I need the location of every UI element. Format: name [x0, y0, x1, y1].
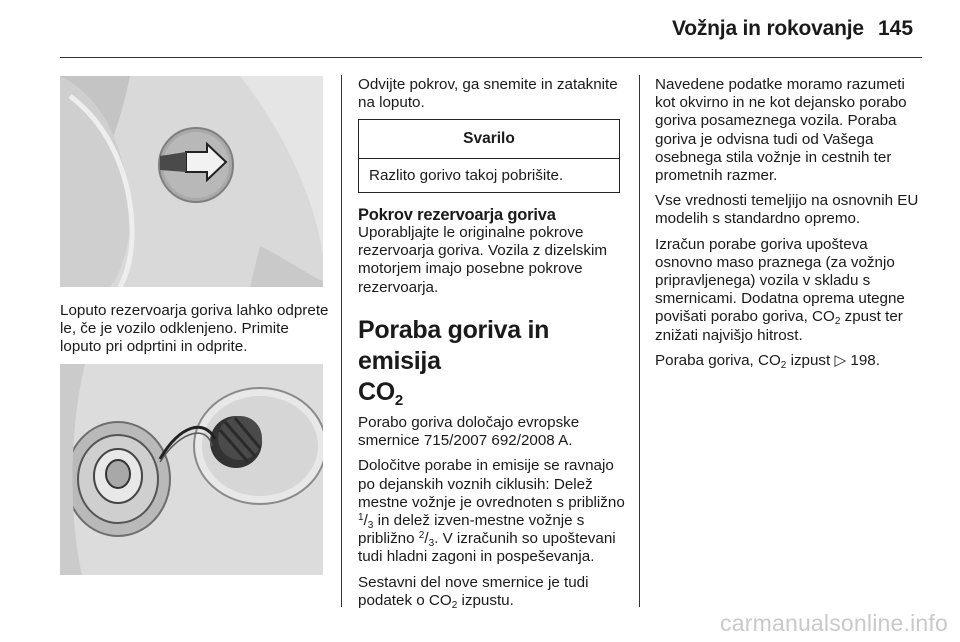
paragraph-calculation: Izračun porabe goriva upošteva osnovno maso praznega (za vožnjo pripravljenega) vozila v skladu s smernicami. Dodatna oprema utegne povišati porabo goriva, $CO_2$ zpust ter znižati najvišjo hitrost. — [655, 235, 905, 344]
section-heading-fuel-consumption — [358, 315, 628, 408]
page-header-title: Vožnja in rokovanje — [672, 17, 864, 40]
header-divider — [60, 57, 922, 58]
paragraph-co2-data: Sestavni del nove smernice je tudi podatek o $CO_2$ izpustu. — [358, 573, 589, 611]
fuel-cap-drawing — [60, 364, 323, 575]
paragraph: Odvijte pokrov, ga snemite in zataknite na loputo. — [358, 76, 618, 112]
fuel-cap-section — [358, 206, 628, 304]
heading-subscript: 2 — [394, 392, 403, 409]
page-number: 145 — [878, 17, 914, 40]
consumption-notes — [655, 76, 925, 377]
fuel-flap-drawing — [60, 76, 323, 287]
column-divider-2 — [639, 75, 640, 607]
paragraph-regulations: Porabo goriva določajo evropske smernice 715/2007 692/2008 A. — [358, 414, 580, 450]
warning-title: Svarilo — [359, 120, 619, 159]
heading-co: CO — [358, 378, 395, 406]
page-ref-arrow-icon[interactable]: ▷ — [834, 351, 847, 369]
section-heading-fuel-cap: Pokrov rezervoarja goriva — [358, 206, 556, 224]
warning-box — [358, 119, 620, 193]
paragraph: Loputo rezervoarja goriva lahko odprete le, če je vozilo odklenjeno. Primite loputo pri odprtini in odprite. — [60, 302, 329, 356]
fuel-cap-illustration — [60, 364, 323, 575]
paragraph-eu-models: Vse vrednosti temeljijo na osnovnih EU modelih s standardno opremo. — [655, 192, 919, 228]
unscrew-cap-instruction — [358, 76, 628, 119]
fuel-flap-instructions — [60, 302, 332, 364]
fuel-consumption-section — [358, 315, 628, 617]
paragraph-indicative: Navedene podatke moramo razumeti kot okvirno in ne kot dejansko porabo goriva posameznega vozila. Poraba goriva je odvisna tudi od Vašega osebnega stila vožnje in cestnih ter prometnih razmer. — [655, 76, 907, 185]
column-divider-1 — [341, 75, 342, 607]
watermark: carmanualsonline.info — [720, 610, 948, 636]
paragraph-page-reference: Poraba goriva, $CO_2$ izpust ▷ 198. — [655, 351, 880, 371]
warning-body: Razlito gorivo takoj pobrišite. — [369, 167, 564, 184]
paragraph-driving-cycles: Določitve porabe in emisije se ravnajo po dejanskih voznih ciklusih: Delež mestne vožnje je ovrednoten s približno $^1/_3$ in delež izven-mestne vožnje s približno $^2/_3$. V izračunih so upoštevani tudi hladni zagoni in pospeševanja. — [358, 457, 625, 566]
paragraph: Uporabljajte le originalne pokrove rezervoarja goriva. Vozila z dizelskim motorjem imajo posebne pokrove rezervoarja. — [358, 224, 607, 296]
fuel-flap-illustration — [60, 76, 323, 287]
heading-line-1: Poraba goriva in emisija — [358, 316, 550, 375]
